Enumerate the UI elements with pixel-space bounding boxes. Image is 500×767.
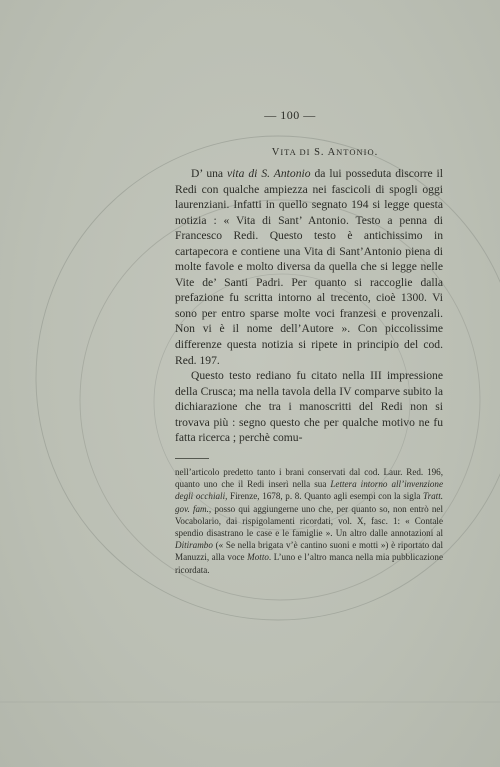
paragraph-2: Questo testo rediano fu citato nella III impressione della Crusca; ma nella tavola della IV comparve subito la dichiarazione che tra i manoscritti del Redi non si trovava più : segno questo che per qualche motivo ne fu fatta ricerca ; perchè comu- <box>175 369 443 445</box>
footnote-text: nell’articolo predetto tanto i brani conservati dal cod. Laur. Red. 196, quanto uno che il Redi inserì nella sua Lettera intorno all’invenzione degli occhiali, Firenze, 1678, p. 8. Quanto agli esempi con la sigla Tratt. gov. fam., posso qui aggiungerne uno che, per quanto so, non entrò nel Vocabolario, dai rispigolamenti ricordati, vol. X, fasc. 1: « Contale spendio disastrano le case e le famiglie ». Un altro dalle annotazioni al Ditirambo (« Se nella brigata v’è cantino suoni e motti ») è riportato dal Manuzzi, alla voce Motto. L’uno e l’altro manca nella mia pubblicazione ricordata. <box>175 467 444 575</box>
paragraph-1: D’ una vita di S. Antonio da lui posseduta discorre il Redi con qualche ampiezza nei fascicoli di spogli oggi laurenziani. Infatti in quello segnato 194 si legge questa notizia : « Vita di Sant’ Antonio. Testo a penna di Francesco Redi. Questo testo è antichissimo in cartapecora e contiene una Vita di Sant’Antonio piena di molte favole e molto diversa da quella che si legge nelle Vite de’ Santi Padri. Per quanto si raccoglie dalla prefazione fu scritta intorno al trecento, cioè 1300. Vi sono per entro sparse molte voci franzesi e provenzali. Non vi è il nome dell’Autore ». Con piccolissime differenze questa notizia si ripete in principio del cod. Red. 197. <box>175 167 443 367</box>
main-text <box>175 166 443 446</box>
footnote-separator <box>175 458 209 459</box>
footnote <box>175 466 443 576</box>
chapter-heading: VITA DI S. ANTONIO. <box>271 147 379 158</box>
page-number: — 100 — <box>264 108 316 122</box>
